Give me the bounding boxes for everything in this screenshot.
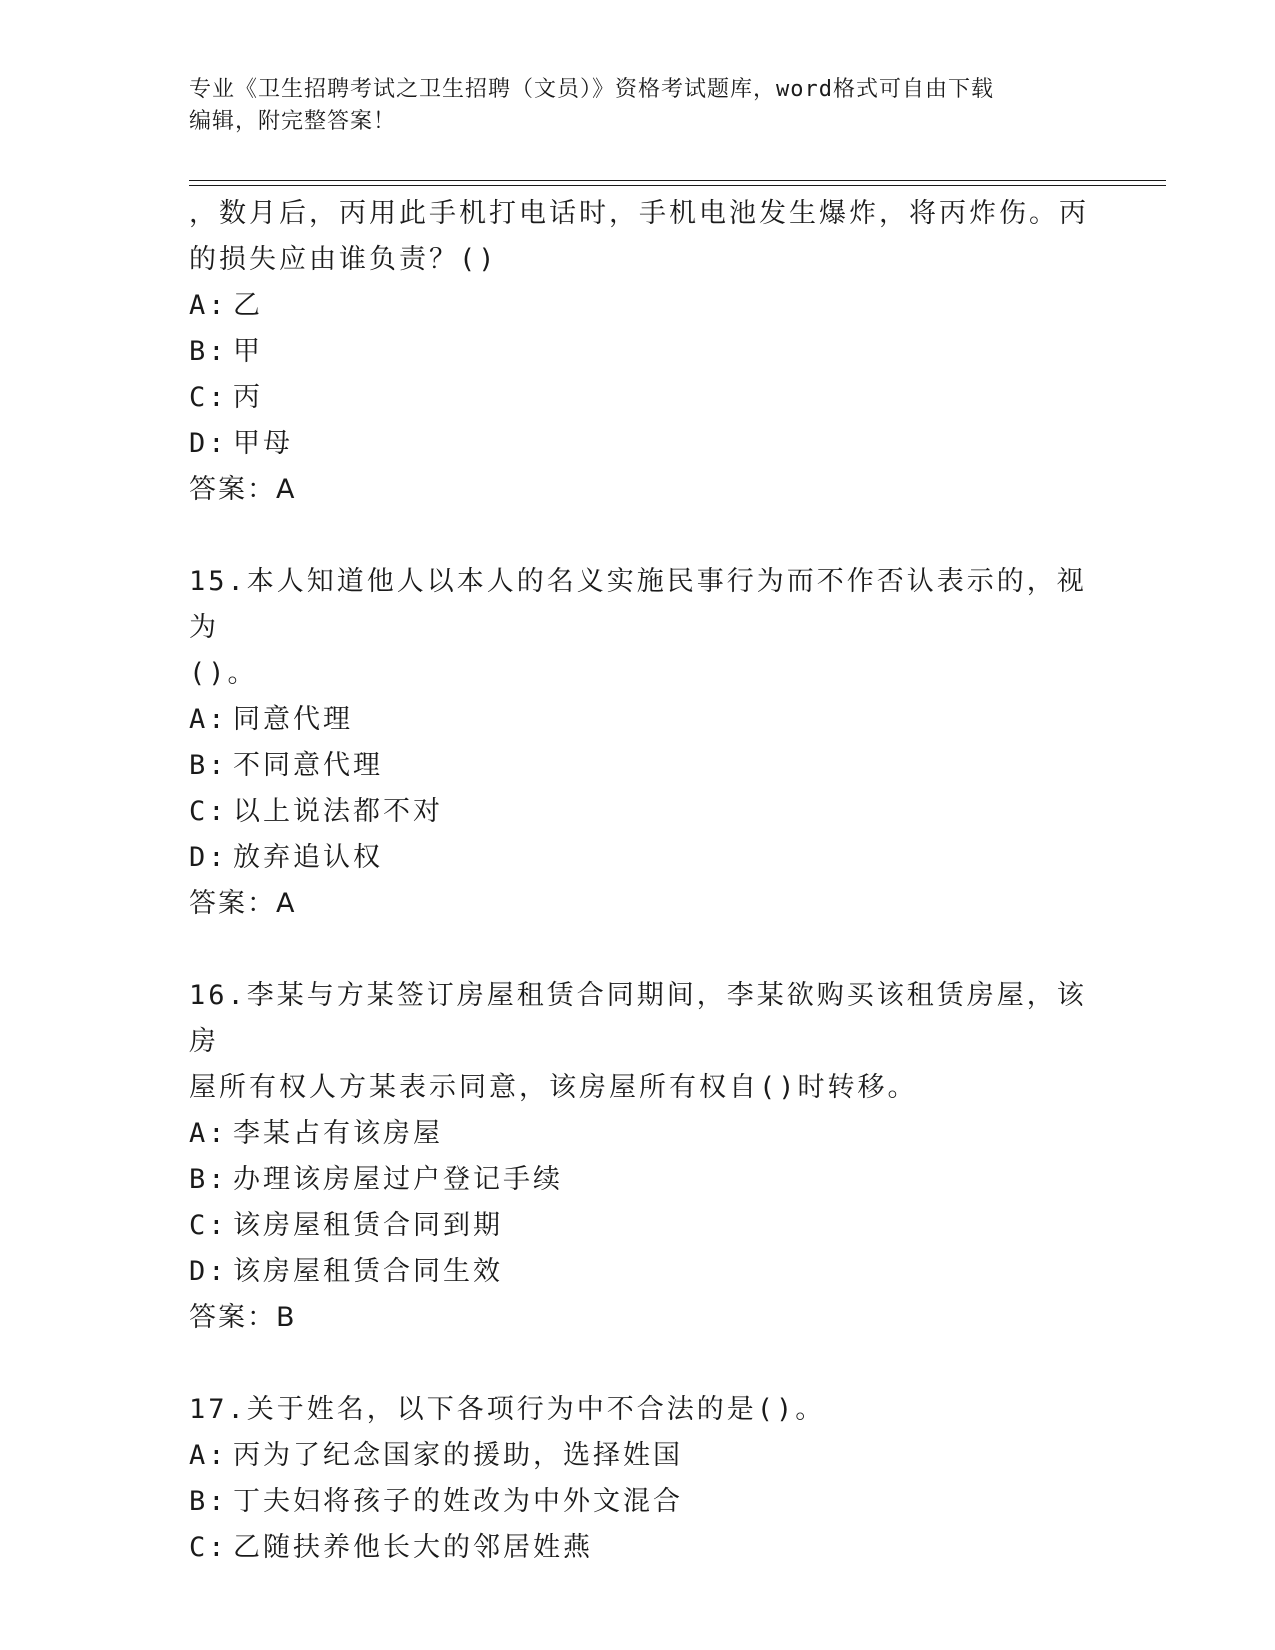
option-b: [189, 1479, 1089, 1525]
question-stem-line: ，数月后，丙用此手机打电话时，手机电池发生爆炸，将丙炸伤。丙: [189, 198, 1089, 229]
option-d: [189, 835, 1089, 881]
option-text: 同意代理: [233, 704, 353, 735]
header-divider-bottom: [189, 185, 1166, 186]
option-letter: B:: [189, 750, 228, 781]
option-letter: B:: [189, 1164, 228, 1195]
option-text: 办理该房屋过户登记手续: [233, 1164, 563, 1195]
option-text: 乙随扶养他长大的邻居姓燕: [233, 1532, 593, 1563]
option-letter: C:: [189, 796, 228, 827]
option-c: [189, 789, 1089, 835]
option-letter: A:: [189, 704, 228, 735]
question-14: [189, 191, 1089, 513]
option-b: [189, 743, 1089, 789]
option-c: [189, 1203, 1089, 1249]
option-b: [189, 329, 1089, 375]
option-a: [189, 1433, 1089, 1479]
option-text: 李某占有该房屋: [233, 1118, 443, 1149]
answer-line: 答案：A: [189, 888, 297, 919]
spacer: [189, 927, 1089, 973]
option-text: 丁夫妇将孩子的姓改为中外文混合: [233, 1486, 683, 1517]
option-text: 丙为了纪念国家的援助，选择姓国: [233, 1440, 683, 1471]
option-text: 以上说法都不对: [233, 796, 443, 827]
option-letter: D:: [189, 1256, 228, 1287]
option-letter: A:: [189, 1440, 228, 1471]
option-text: 该房屋租赁合同到期: [233, 1210, 503, 1241]
option-letter: B:: [189, 1486, 228, 1517]
option-d: [189, 421, 1089, 467]
question-stem-line: 17.关于姓名，以下各项行为中不合法的是()。: [189, 1394, 826, 1425]
option-c: [189, 1525, 1089, 1571]
question-16: [189, 973, 1089, 1341]
option-letter: D:: [189, 428, 228, 459]
question-stem-line: 15.本人知道他人以本人的名义实施民事行为而不作否认表示的，视为: [189, 566, 1087, 643]
option-text: 该房屋租赁合同生效: [233, 1256, 503, 1287]
option-a: [189, 283, 1089, 329]
option-a: [189, 1111, 1089, 1157]
option-letter: C:: [189, 382, 228, 413]
option-d: [189, 1249, 1089, 1295]
header-line-1: 专业《卫生招聘考试之卫生招聘（文员）》资格考试题库，word格式可自由下载: [189, 77, 994, 102]
option-text: 乙: [233, 290, 263, 321]
option-letter: B:: [189, 336, 228, 367]
option-letter: C:: [189, 1532, 228, 1563]
question-stem-line: 屋所有权人方某表示同意，该房屋所有权自()时转移。: [189, 1072, 918, 1103]
option-letter: A:: [189, 1118, 228, 1149]
question-17: [189, 1387, 1089, 1571]
question-list: [189, 191, 1089, 1571]
option-text: 不同意代理: [233, 750, 383, 781]
option-c: [189, 375, 1089, 421]
spacer: [189, 1341, 1089, 1387]
question-15: [189, 559, 1089, 927]
option-a: [189, 697, 1089, 743]
option-text: 丙: [233, 382, 263, 413]
option-letter: C:: [189, 1210, 228, 1241]
header-line-2: 编辑，附完整答案！: [189, 109, 397, 134]
header-divider-top: [189, 180, 1166, 181]
option-text: 甲: [233, 336, 263, 367]
question-stem-line: 的损失应由谁负责？(): [189, 244, 498, 275]
option-letter: A:: [189, 290, 228, 321]
option-letter: D:: [189, 842, 228, 873]
question-stem-line: ()。: [189, 658, 258, 689]
document-header: [189, 74, 1089, 138]
question-stem-line: 16.李某与方某签订房屋租赁合同期间，李某欲购买该租赁房屋，该房: [189, 980, 1087, 1057]
option-b: [189, 1157, 1089, 1203]
option-text: 甲母: [233, 428, 293, 459]
spacer: [189, 513, 1089, 559]
answer-line: 答案：A: [189, 474, 297, 505]
option-text: 放弃追认权: [233, 842, 383, 873]
answer-line: 答案：B: [189, 1302, 297, 1333]
